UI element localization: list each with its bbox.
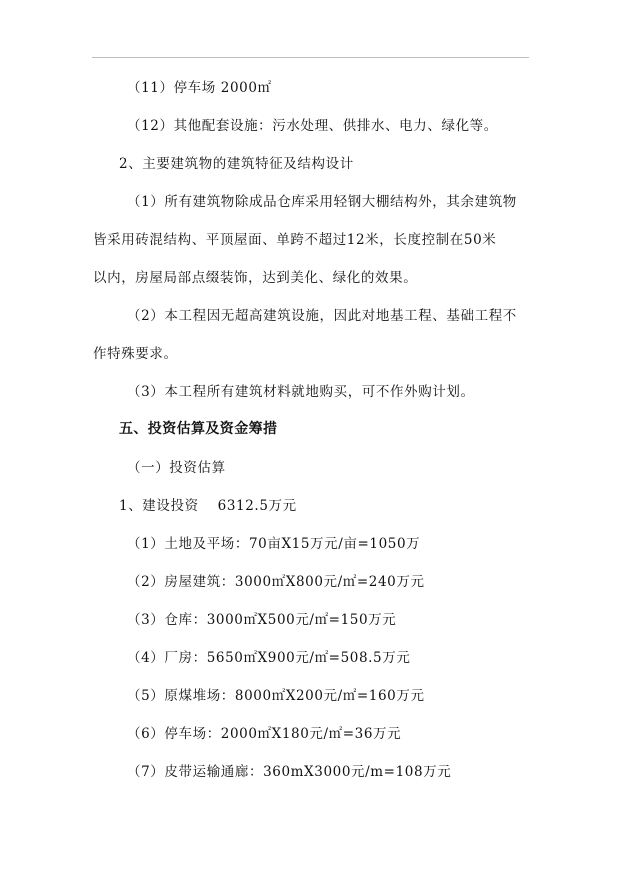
cost-item: （5）原煤堆场：8000㎡X200元/㎡=160万元 bbox=[127, 688, 425, 704]
item-3: （3）本工程所有建筑材料就地购买，可不作外购计划。 bbox=[127, 384, 475, 400]
investment-total-line: 1、建设投资 6312.5万元 bbox=[119, 498, 297, 514]
subheading-building-features: 2、主要建筑物的建筑特征及结构设计 bbox=[119, 156, 354, 172]
cost-item: （6）停车场：2000㎡X180元/㎡=36万元 bbox=[127, 726, 402, 742]
cost-item: （3）仓库：3000㎡X500元/㎡=150万元 bbox=[127, 612, 397, 628]
paragraph-1-line-1: （1）所有建筑物除成品仓库采用轻钢大棚结构外，其余建筑物 bbox=[127, 194, 517, 210]
paragraph-1-line-3: 以内，房屋局部点缀装饰，达到美化、绿化的效果。 bbox=[93, 270, 418, 286]
paragraph-2-line-2: 作特殊要求。 bbox=[93, 346, 178, 362]
item-11: （11）停车场 2000㎡ bbox=[127, 80, 272, 96]
paragraph-2-line-1: （2）本工程因无超高建筑设施，因此对地基工程、基础工程不 bbox=[127, 308, 517, 324]
item-12: （12）其他配套设施：污水处理、供排水、电力、绿化等。 bbox=[127, 118, 498, 134]
cost-item: （4）厂房：5650㎡X900元/㎡=508.5万元 bbox=[127, 650, 411, 666]
section-heading: 五、投资估算及资金筹措 bbox=[119, 421, 278, 437]
cost-item: （2）房屋建筑：3000㎡X800元/㎡=240万元 bbox=[127, 574, 425, 590]
subsection-heading: （一）投资估算 bbox=[127, 460, 226, 476]
cost-item: （1）土地及平场：70亩X15万元/亩=1050万 bbox=[127, 536, 421, 552]
header-rule bbox=[92, 57, 529, 58]
cost-item: （7）皮带运输通廊：360mX3000元/m=108万元 bbox=[127, 764, 452, 780]
paragraph-1-line-2: 皆采用砖混结构、平顶屋面、单跨不超过12米，长度控制在50米 bbox=[93, 232, 497, 248]
